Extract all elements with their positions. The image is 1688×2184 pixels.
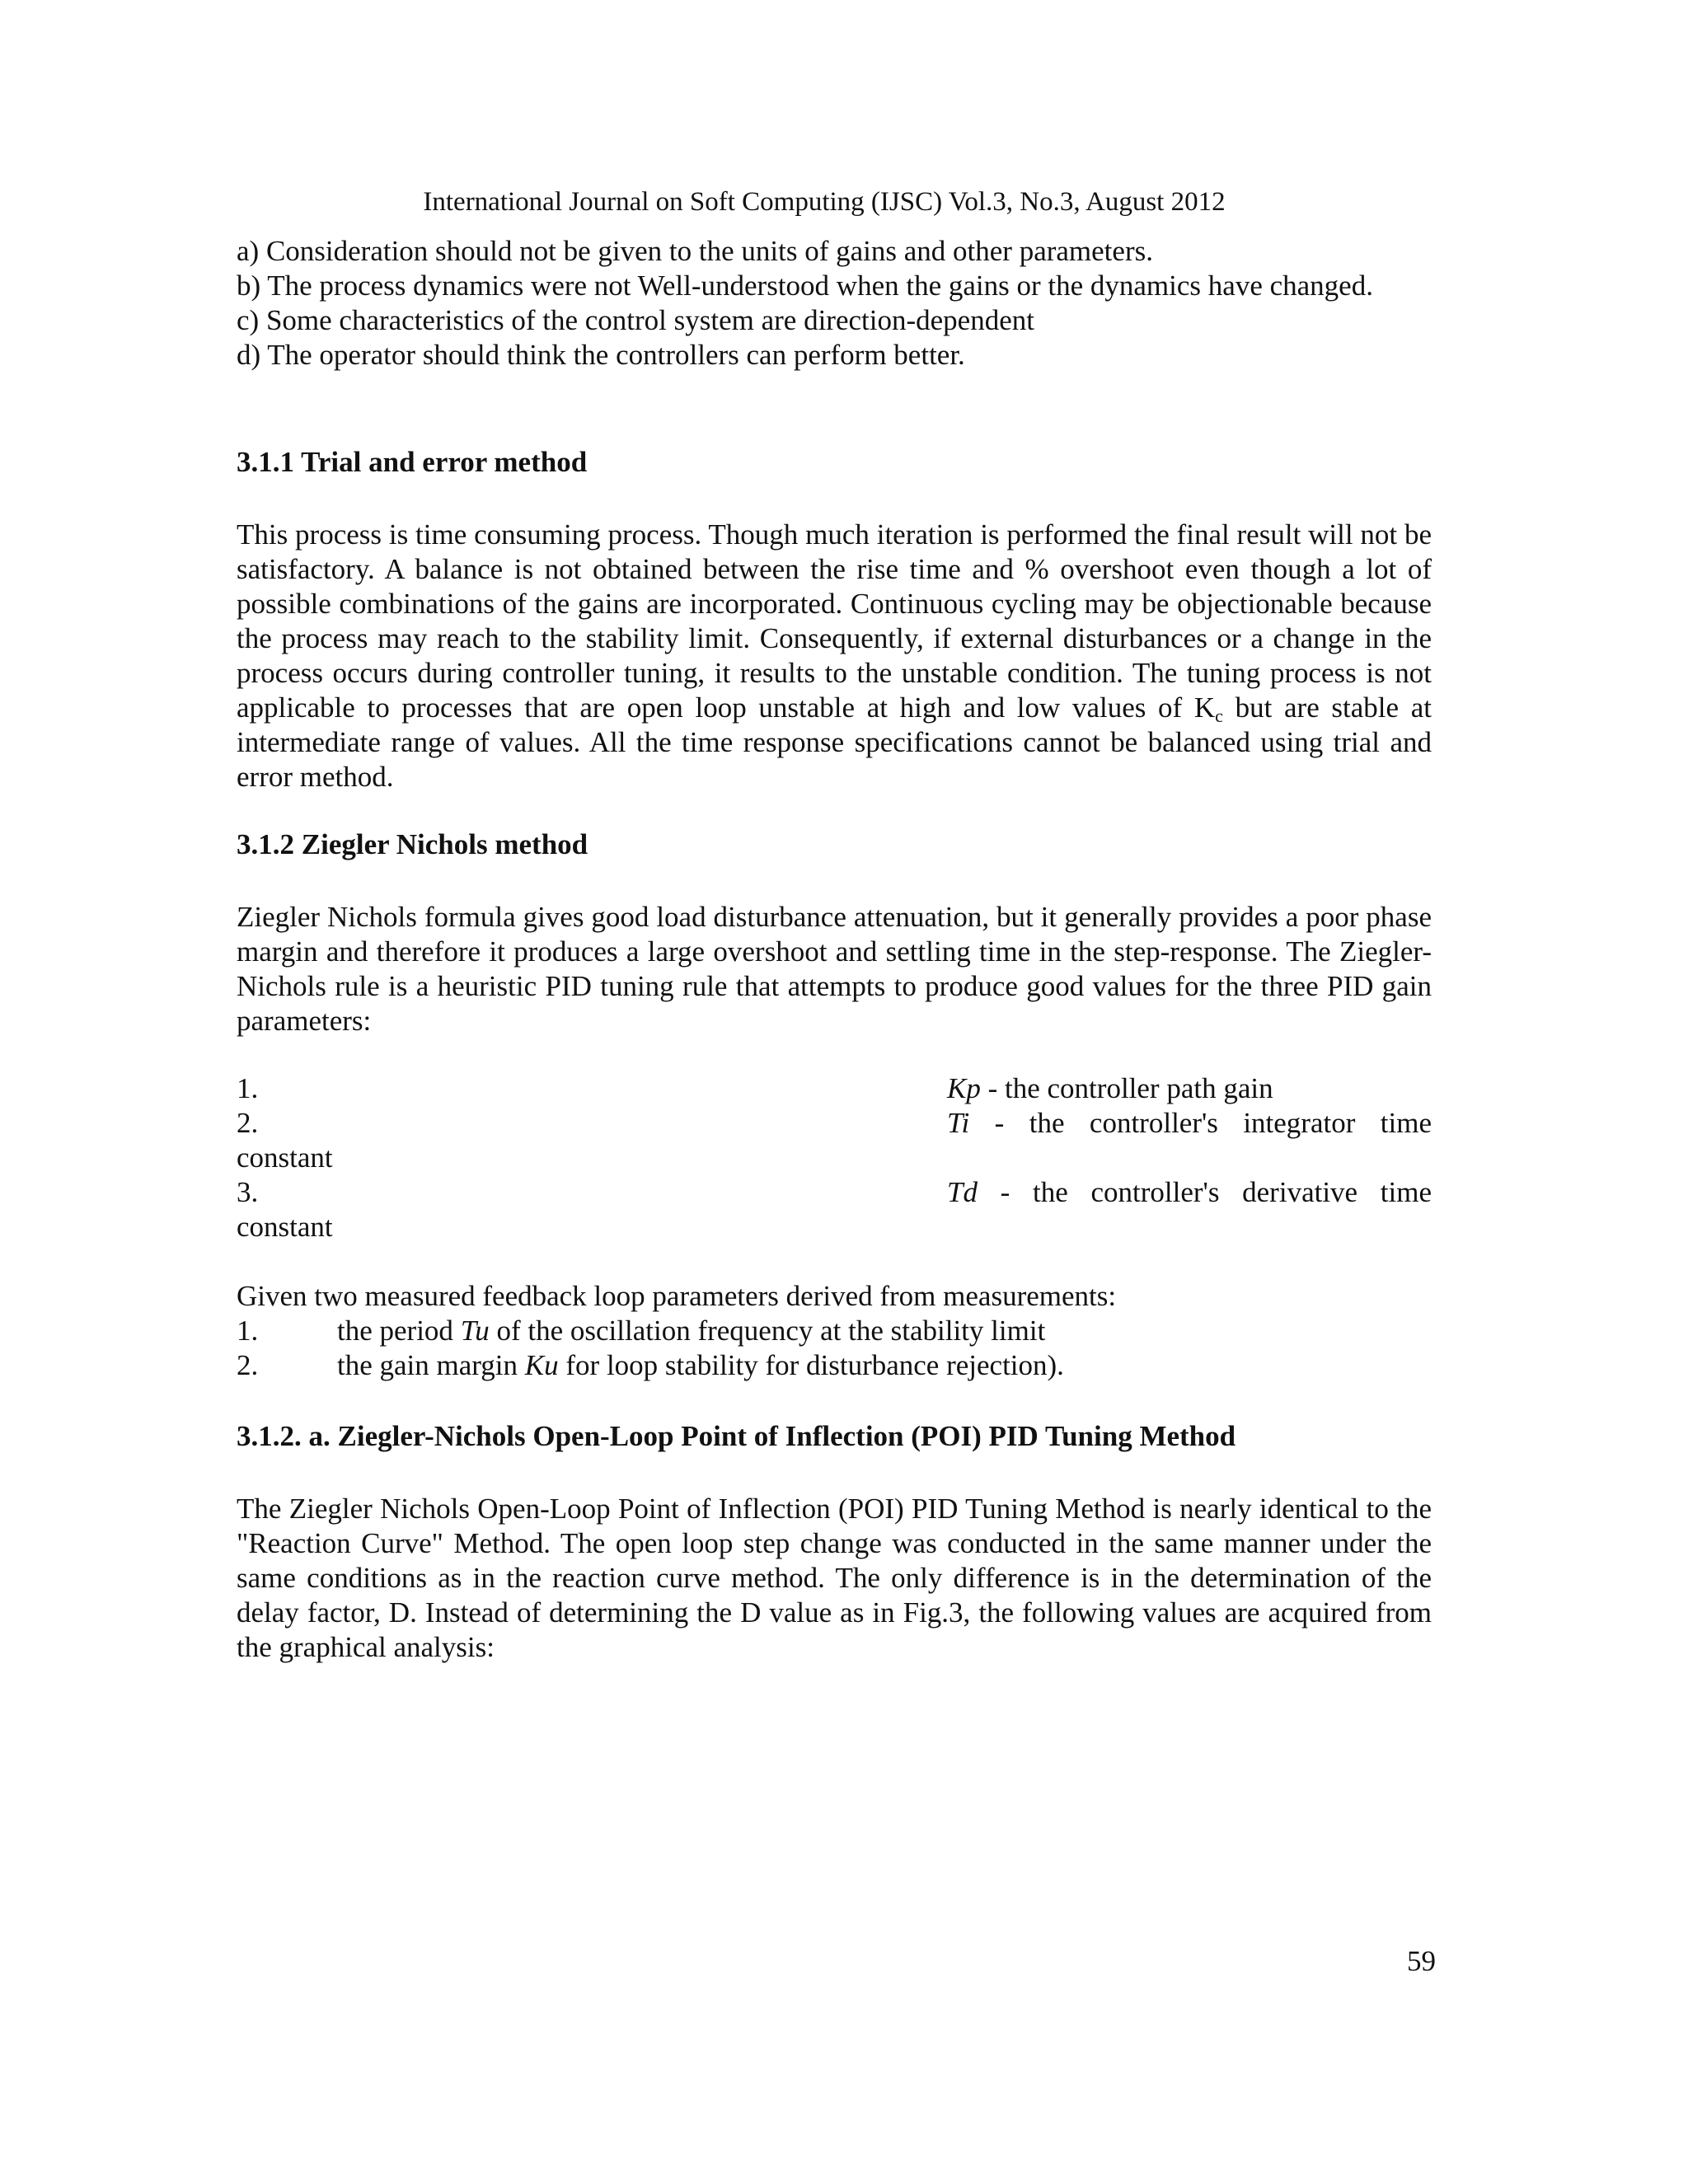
measured-number: 1. [237, 1315, 259, 1347]
measured-symbol: Tu [460, 1315, 490, 1347]
measured-parameters [237, 1279, 1432, 1383]
gain-item [237, 1175, 1432, 1210]
gain-description: - the controller's derivative time [977, 1176, 1432, 1208]
measured-symbol: Ku [524, 1349, 559, 1381]
measured-pre: the period [337, 1315, 461, 1347]
measured-pre: the gain margin [337, 1349, 525, 1381]
gain-description: - the controller path gain [980, 1072, 1273, 1104]
journal-header: International Journal on Soft Computing (IJSC) Vol.3, No.3, August 2012 [423, 187, 1226, 217]
measured-text [337, 1314, 1045, 1348]
measured-post: for loop stability for disturbance rejection). [558, 1349, 1064, 1381]
section-heading-3-1-2: 3.1.2 Ziegler Nichols method [237, 828, 588, 860]
section-heading-3-1-2-a: 3.1.2. a. Ziegler-Nichols Open-Loop Point of Inflection (POI) PID Tuning Method [237, 1420, 1236, 1452]
paragraph-text: This process is time consuming process. Though much iteration is performed the final result will not be satisfactory. A balance is not obtained between the rise time and % overshoot even though a lot of possible combinations of the gains are incorporated. Continuous cycling may be objectionable because the process may reach to the stability limit. Consequently, if external disturbances or a change in the process occurs during controller tuning, it results to the unstable condition. The tuning process is not applicable to processes that are open loop unstable at high and low values of K [237, 518, 1432, 724]
gain-continuation: constant [237, 1211, 333, 1243]
gain-symbol: Td [947, 1176, 978, 1208]
gain-item [237, 1106, 1432, 1141]
intro-list [237, 234, 1432, 373]
gain-item [237, 1071, 1432, 1106]
page-number: 59 [1407, 1945, 1436, 1977]
gain-text [947, 1106, 1432, 1141]
measured-text [337, 1348, 1064, 1383]
measured-intro: Given two measured feedback loop parameters derived from measurements: [237, 1280, 1117, 1312]
gain-number: 3. [237, 1176, 259, 1208]
measured-item [237, 1348, 1432, 1383]
subscript: c [1215, 705, 1223, 726]
gain-text [947, 1071, 1432, 1106]
paragraph-text: but are stable at intermediate range of values. All the time response specifications cannot be balanced using trial and error method. [237, 691, 1432, 793]
gain-number: 1. [237, 1072, 259, 1104]
intro-list-item: c) Some characteristics of the control system are direction-dependent [237, 304, 1034, 336]
section-3-1-2-paragraph: Ziegler Nichols formula gives good load disturbance attenuation, but it generally provides a poor phase margin and therefore it produces a large overshoot and settling time in the step-response. The Ziegler-Nichols rule is a heuristic PID tuning rule that attempts to produce good values for the three PID gain parameters: [237, 901, 1432, 1037]
gain-symbol: Kp [947, 1072, 981, 1104]
gain-number: 2. [237, 1107, 259, 1139]
gain-symbol: Ti [947, 1107, 970, 1139]
gain-description: - the controller's integrator time [969, 1107, 1432, 1139]
intro-list-item: d) The operator should think the controllers can perform better. [237, 339, 965, 371]
pid-gain-list [237, 1071, 1432, 1244]
intro-list-item: b) The process dynamics were not Well-understood when the gains or the dynamics have changed. [237, 269, 1373, 302]
section-3-1-2-a-paragraph: The Ziegler Nichols Open-Loop Point of Inflection (POI) PID Tuning Method is nearly identical to the "Reaction Curve" Method. The open loop step change was conducted in the same manner under the same conditions as in the reaction curve method. The only difference is in the determination of the delay factor, D. Instead of determining the D value as in Fig.3, the following values are acquired from the graphical analysis: [237, 1493, 1432, 1663]
section-3-1-1-paragraph [237, 518, 1432, 794]
gain-continuation: constant [237, 1141, 333, 1174]
measured-number: 2. [237, 1349, 259, 1381]
measured-post: of the oscillation frequency at the stability limit [489, 1315, 1046, 1347]
intro-list-item: a) Consideration should not be given to the units of gains and other parameters. [237, 235, 1153, 267]
measured-item [237, 1314, 1432, 1348]
section-heading-3-1-1: 3.1.1 Trial and error method [237, 446, 588, 478]
gain-text [947, 1175, 1432, 1210]
